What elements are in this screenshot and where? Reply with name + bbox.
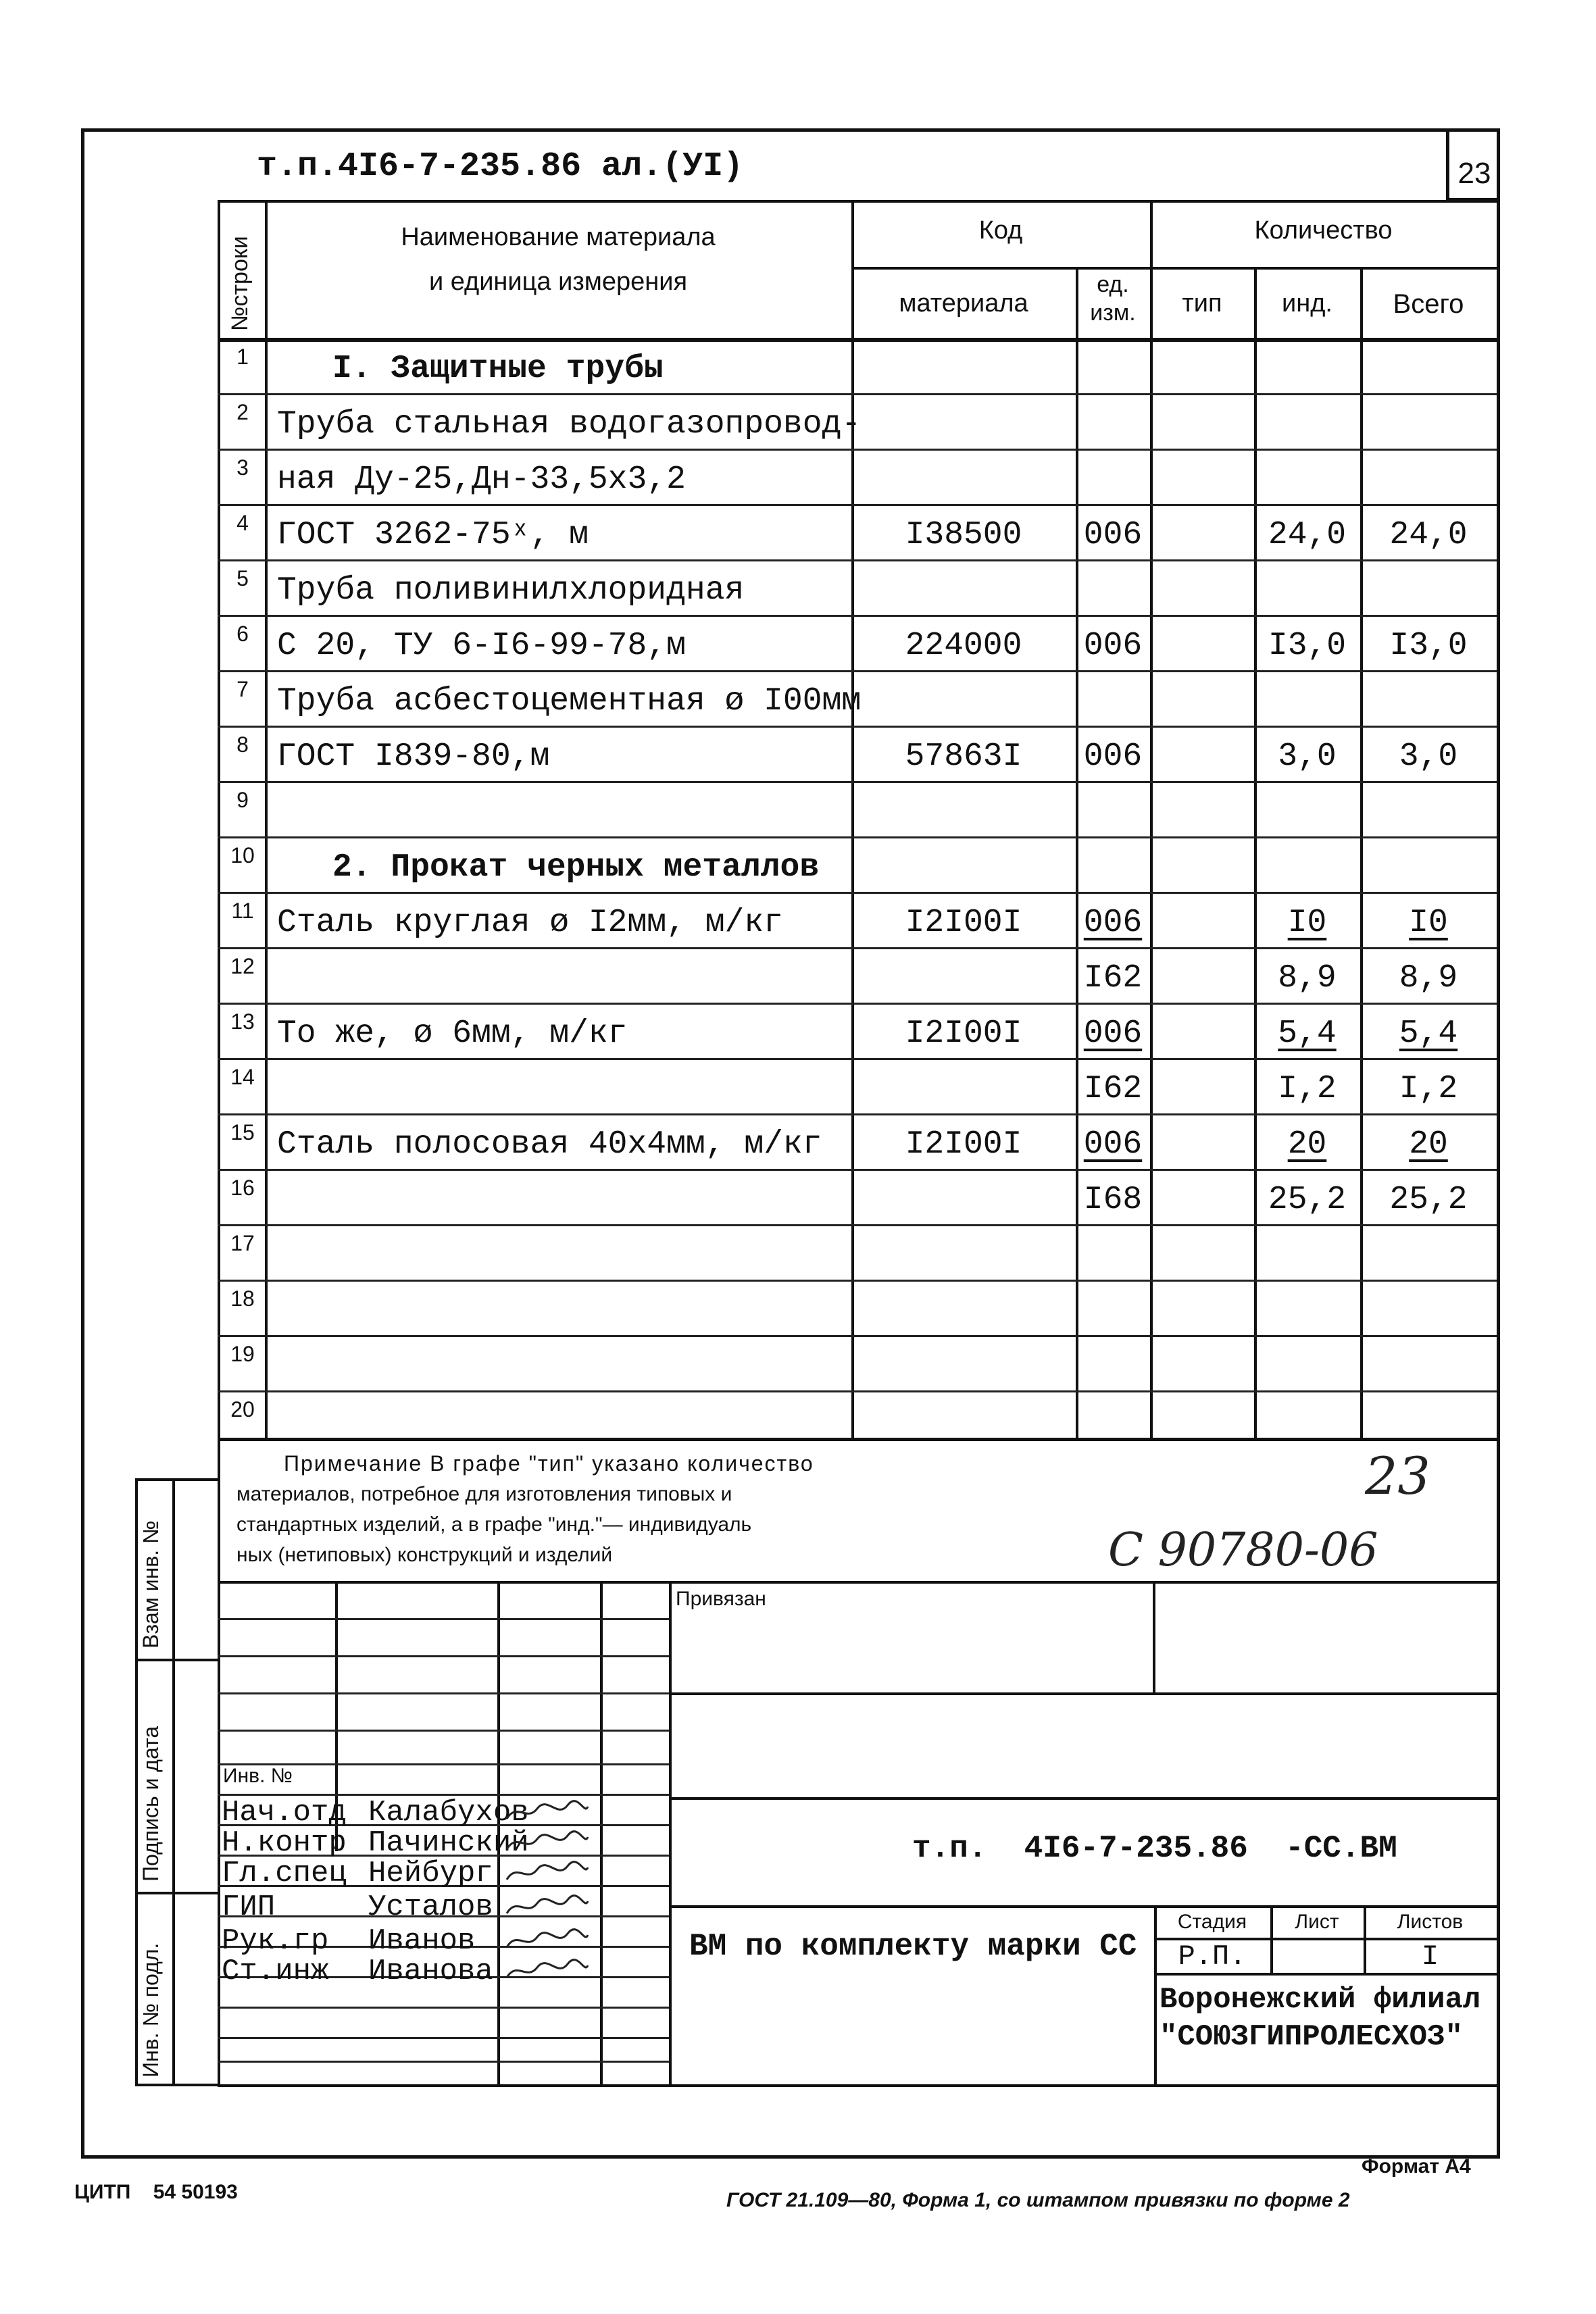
document-title: ВМ по комплекту марки СС [689, 1929, 1137, 1964]
table-row-total: 20 [1409, 1126, 1448, 1163]
row-number: 13 [230, 1009, 255, 1034]
footer-right: ГОСТ 21.109—80, Форма 1, со штампом привязки по форме 2 [726, 2189, 1350, 2211]
table-row-unit: I68 [1083, 1182, 1143, 1218]
table-row-ind: 3,0 [1278, 738, 1337, 775]
table-row-name: Труба поливинилхлоридная [277, 572, 745, 609]
table-row-name: 2. Прокат черных металлов [332, 849, 820, 886]
signatory-role: Н.контр [222, 1826, 347, 1860]
table-row-name: ГОСТ 3262-75ˣ, м [277, 517, 589, 553]
signatory-name: Нейбург [368, 1857, 493, 1890]
side-label-original-inv: Инв. № подл. [139, 1942, 163, 2078]
signatory-name: Иванова [368, 1955, 493, 1988]
table-row-name: С 20, ТУ 6-I6-99-78,м [277, 628, 686, 664]
row-number: 6 [236, 622, 249, 646]
row-number: 17 [230, 1231, 255, 1255]
sheet-label: Лист [1295, 1911, 1339, 1933]
table-row-unit: I62 [1083, 1071, 1143, 1107]
row-number: 9 [236, 788, 249, 812]
table-row-unit: 006 [1083, 905, 1143, 941]
table-row-name: Сталь круглая ø I2мм, м/кг [277, 905, 783, 941]
table-row-unit: 006 [1083, 1126, 1143, 1163]
table-row-total: I,2 [1399, 1071, 1458, 1107]
table-row-total: 25,2 [1389, 1182, 1468, 1218]
table-row-total: 8,9 [1399, 960, 1458, 997]
signatory-role: Нач.отд [222, 1796, 347, 1830]
unit-header-1: ед. [1097, 272, 1129, 297]
signatory-role: Рук.гр [222, 1924, 329, 1958]
signatory-name: Иванов [368, 1924, 476, 1958]
note-line-2: материалов, потребное для изготовления типовых и [236, 1483, 732, 1505]
signatory-name: Калабухов [368, 1796, 529, 1830]
table-row-ind: 20 [1287, 1126, 1327, 1163]
row-number: 1 [236, 345, 249, 369]
side-label-signature-date: Подпись и дата [139, 1726, 163, 1882]
table-row-ind: 25,2 [1268, 1182, 1347, 1218]
stage-label: Стадия [1177, 1911, 1247, 1933]
signatory-role: Гл.спец [222, 1857, 347, 1890]
organization-line-1: Воронежский филиал [1159, 1983, 1481, 2017]
row-number: 3 [236, 455, 249, 480]
row-number: 2 [236, 400, 249, 424]
stage-value: Р.П. [1178, 1940, 1247, 1973]
total-header: Всего [1393, 289, 1464, 319]
row-number: 5 [236, 566, 249, 590]
table-row-ind: 24,0 [1268, 517, 1347, 553]
signature-image [503, 1799, 591, 1826]
sheet-number: 23 [1457, 157, 1491, 190]
row-number: 15 [230, 1120, 255, 1145]
table-row-unit: 006 [1083, 517, 1143, 553]
quantity-header: Количество [1254, 216, 1393, 245]
table-row-total: 5,4 [1399, 1015, 1458, 1052]
name-header-line1: Наименование материала [401, 223, 716, 251]
table-row-total: I0 [1409, 905, 1448, 941]
signature-image [503, 1957, 591, 1984]
table-row-name: Труба стальная водогазопровод- [277, 406, 862, 443]
row-number: 18 [230, 1286, 255, 1311]
row-number: 16 [230, 1176, 255, 1200]
inventory-number-label: Инв. № [223, 1765, 293, 1787]
table-row-code: 224000 [905, 628, 1022, 664]
row-number: 7 [236, 677, 249, 701]
material-code-header: материала [899, 289, 1028, 318]
table-row-name: Труба асбестоцементная ø I00мм [277, 683, 862, 720]
table-row-unit: 006 [1083, 1015, 1143, 1052]
row-number: 19 [230, 1342, 255, 1366]
code-header: Код [978, 216, 1023, 245]
unit-header-2: изм. [1090, 300, 1136, 326]
signatory-role: Ст.инж [222, 1955, 329, 1988]
row-number: 14 [230, 1065, 255, 1089]
table-row-ind: I3,0 [1268, 628, 1347, 664]
note-line-4: ных (нетиповых) конструкций и изделий [236, 1544, 613, 1566]
ind-header: инд. [1282, 289, 1332, 318]
table-row-name: Сталь полосовая 40х4мм, м/кг [277, 1126, 822, 1163]
table-row-code: I2I00I [905, 1126, 1022, 1163]
signature-image [503, 1859, 591, 1886]
table-row-name: То же, ø 6мм, м/кг [277, 1015, 628, 1052]
handwritten-page-number: 23 [1365, 1446, 1430, 1506]
table-row-code: I38500 [905, 517, 1022, 553]
signatory-name: Пачинский [368, 1826, 529, 1860]
table-row-ind: 8,9 [1278, 960, 1337, 997]
row-number: 4 [236, 511, 249, 535]
type-header: тип [1182, 289, 1222, 318]
organization-line-2: "СОЮЗГИПРОЛЕСХОЗ" [1159, 2020, 1463, 2054]
signature-image [503, 1927, 591, 1954]
attached-label: Привязан [676, 1588, 766, 1610]
row-number: 11 [231, 899, 254, 923]
row-number: 8 [236, 732, 249, 757]
handwritten-reference: С 90780-06 [1108, 1524, 1378, 1577]
table-row-code: I2I00I [905, 1015, 1022, 1052]
table-row-ind: 5,4 [1278, 1015, 1337, 1052]
note-line-3: стандартных изделий, а в графе "инд."— индивидуаль [236, 1513, 752, 1536]
signatory-role: ГИП [222, 1890, 276, 1924]
table-row-code: 57863I [905, 738, 1022, 775]
table-row-total: 3,0 [1399, 738, 1458, 775]
note-line-1: Примечание В графе "тип" указано количество [284, 1451, 814, 1476]
signature-image [503, 1829, 591, 1856]
table-row-unit: 006 [1083, 628, 1143, 664]
table-row-name: I. Защитные трубы [332, 351, 664, 387]
row-number: 20 [230, 1397, 255, 1422]
table-row-ind: I,2 [1278, 1071, 1337, 1107]
signature-image [503, 1893, 591, 1920]
table-row-ind: I0 [1287, 905, 1327, 941]
table-row-total: I3,0 [1389, 628, 1468, 664]
format-label: Формат А4 [1362, 2155, 1471, 2178]
signatory-name: Усталов [368, 1890, 493, 1924]
row-number-header: №строки [227, 236, 253, 331]
table-row-name: ная Ду-25,Дн-33,5х3,2 [277, 461, 686, 498]
side-label-replace-inv: Взам инв. № [139, 1520, 163, 1649]
footer-left: ЦИТП 54 50193 [74, 2181, 238, 2203]
document-code: т.п.4I6-7-235.86 ал.(УI) [257, 147, 744, 186]
row-number: 12 [230, 954, 255, 978]
table-row-total: 24,0 [1389, 517, 1468, 553]
sheets-label: Листов [1397, 1911, 1464, 1933]
table-row-code: I2I00I [905, 905, 1022, 941]
table-row-unit: 006 [1083, 738, 1143, 775]
table-row-name: ГОСТ I839-80,м [277, 738, 550, 775]
row-number: 10 [230, 843, 255, 867]
sheets-value: I [1421, 1940, 1439, 1973]
document-designation: т.п. 4I6-7-235.86 -СС.ВМ [912, 1831, 1397, 1866]
name-header-line2: и единица измерения [428, 268, 688, 296]
table-row-unit: I62 [1083, 960, 1143, 997]
